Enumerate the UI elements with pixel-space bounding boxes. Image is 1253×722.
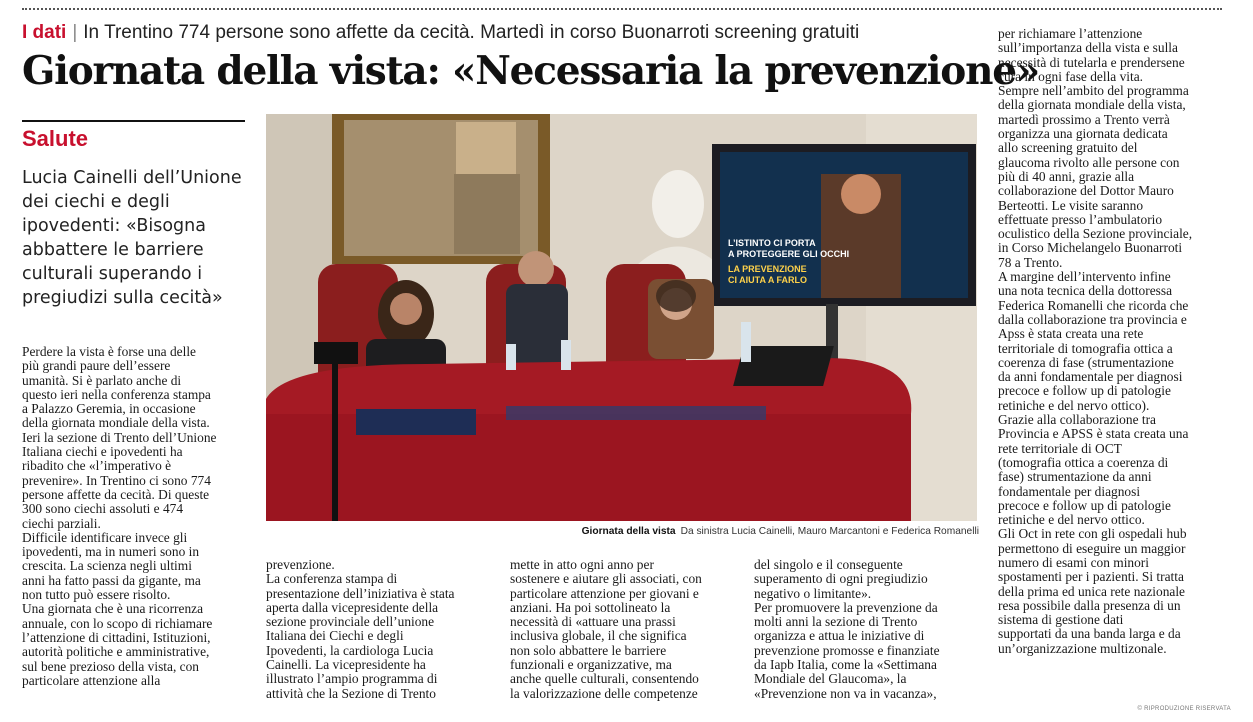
top-dotted-rule xyxy=(22,8,1222,10)
article-column-4: del singolo e il conseguente superamento di ogni pregiudizio negativo o limitante». Per promuovere la prevenzione da molti anni la sezione di Trento organizza e attua le iniziative di prevenzione promosse e finanziate da Iapb Italia, come la «Settimana Mondiale del Glaucoma», la «Prevenzione non va in vacanza», xyxy=(754,558,940,701)
screen-line-4: CI AIUTA A FARLO xyxy=(728,275,807,285)
screen-line-1: L’ISTINTO CI PORTA xyxy=(728,238,816,248)
article-column-2: prevenzione. La conferenza stampa di presentazione dell’iniziativa è stata aperta dalla vicepresidente della sezione provinciale dell’unione Italiana dei Ciechi e degli Ipovedenti, la cardiologa Lucia Cainelli. La vicepresidente ha illustrato l’ampio programma di attività che la Sezione di Trento xyxy=(266,558,455,701)
kicker-label: I dati xyxy=(22,22,67,43)
headline: Giornata della vista: «Necessaria la prevenzione» xyxy=(22,48,1040,94)
screen-line-2: A PROTEGGERE GLI OCCHI xyxy=(728,249,850,259)
kicker-separator: | xyxy=(72,22,78,43)
screen-line-3: LA PREVENZIONE xyxy=(728,264,807,274)
article-column-1: Perdere la vista è forse una delle più grandi paure dell’essere umanità. Si è parlato anche di questo ieri nella conferenza stampa a Palazzo Geremia, in occasione della giornata mondiale della vista. Ieri la sezione di Trento dell’Unione Italiana ciechi e ipovedenti ha ribadito che «l’imperativo è prevenire». In Trentino ci sono 774 persone affette da cecità. Di queste 300 sono ciechi assoluti e 474 ciechi parziali. Difficile identificare invece gli ipovedenti, ma in numeri sono in crescita. La scienza negli ultimi anni ha fatto passi da gigante, ma non tutto può essere risolto. Una giornata che è una ricorrenza annuale, con lo scopo di richiamare l’attenzione di cittadini, Istituzioni, autorità politiche e amministrative, sul bene prezioso della vista, con particolare attenzione alla xyxy=(22,345,217,688)
deck: Lucia Cainelli dell’Unione dei ciechi e degli ipovedenti: «Bisogna abbattere le barriere culturali superando i pregiudizi sulla cecità» xyxy=(22,168,242,308)
press-conference-photo xyxy=(266,114,977,521)
kicker xyxy=(22,22,859,44)
section-label: Salute xyxy=(22,126,89,151)
article-column-5: per richiamare l’attenzione sull’importanza della vista e sulla necessità di tutelarla e prendersene cura in ogni fase della vita. Sempre nell’ambito del programma della giornata mondiale della vista, martedì prossimo a Trento verrà organizza una giornata dedicata allo screening gratuito del glaucoma rivolto alle persone con più di 40 anni, grazie alla collaborazione del Dottor Mauro Berteotti. Le visite saranno effettuate presso l’ambulatorio oculistico della Sezione provinciale, in Corso Michelangelo Buonarroti 78 a Trento. A margine dell’intervento infine una nota tecnica della dottoressa Federica Romanelli che ricorda che dalla collaborazione tra provincia e Apss è stata creata una rete territoriale di tomografia ottica a coerenza di fase (strumentazione da anni fondamentale per diagnosi precoce e follow up di patologie retiniche e del nervo ottico). Grazie alla collaborazione tra Provincia e APSS è stata creata una rete territoriale di OCT (tomografia ottica a coerenza di fase) strumentazione da anni fondamentale per diagnosi precoce e follow up di patologie retiniche e del nervo ottico. Gli Oct in rete con gli ospedali hub permettono di eseguire un maggior numero di esami con minori spostamenti per i pazienti. Si tratta della prima ed unica rete nazionale resa possibile dalla presenza di un sistema di gestione dati supportati da una banda larga e da un’organizzazione multizonale. xyxy=(998,27,1193,656)
photo-illustration xyxy=(266,114,977,521)
caption-title: Giornata della vista xyxy=(581,526,676,537)
caption-text: Da sinistra Lucia Cainelli, Mauro Marcantoni e Federica Romanelli xyxy=(680,526,979,537)
kicker-text: In Trentino 774 persone sono affette da cecità. Martedì in corso Buonarroti screening gratuiti xyxy=(83,22,860,43)
article-column-3: mette in atto ogni anno per sostenere e aiutare gli associati, con particolare attenzione per giovani e anziani. Ha poi sottolineato la necessità di «attuare una prassi inclusiva globale, il che significa non solo abbattere le barriere funzionali e organizzative, ma anche quelle culturali, consentendo la valorizzazione delle competenze xyxy=(510,558,702,701)
copyright-credit: © RIPRODUZIONE RISERVATA xyxy=(1137,706,1231,712)
section-rule xyxy=(22,120,245,122)
photo-caption xyxy=(555,526,979,537)
